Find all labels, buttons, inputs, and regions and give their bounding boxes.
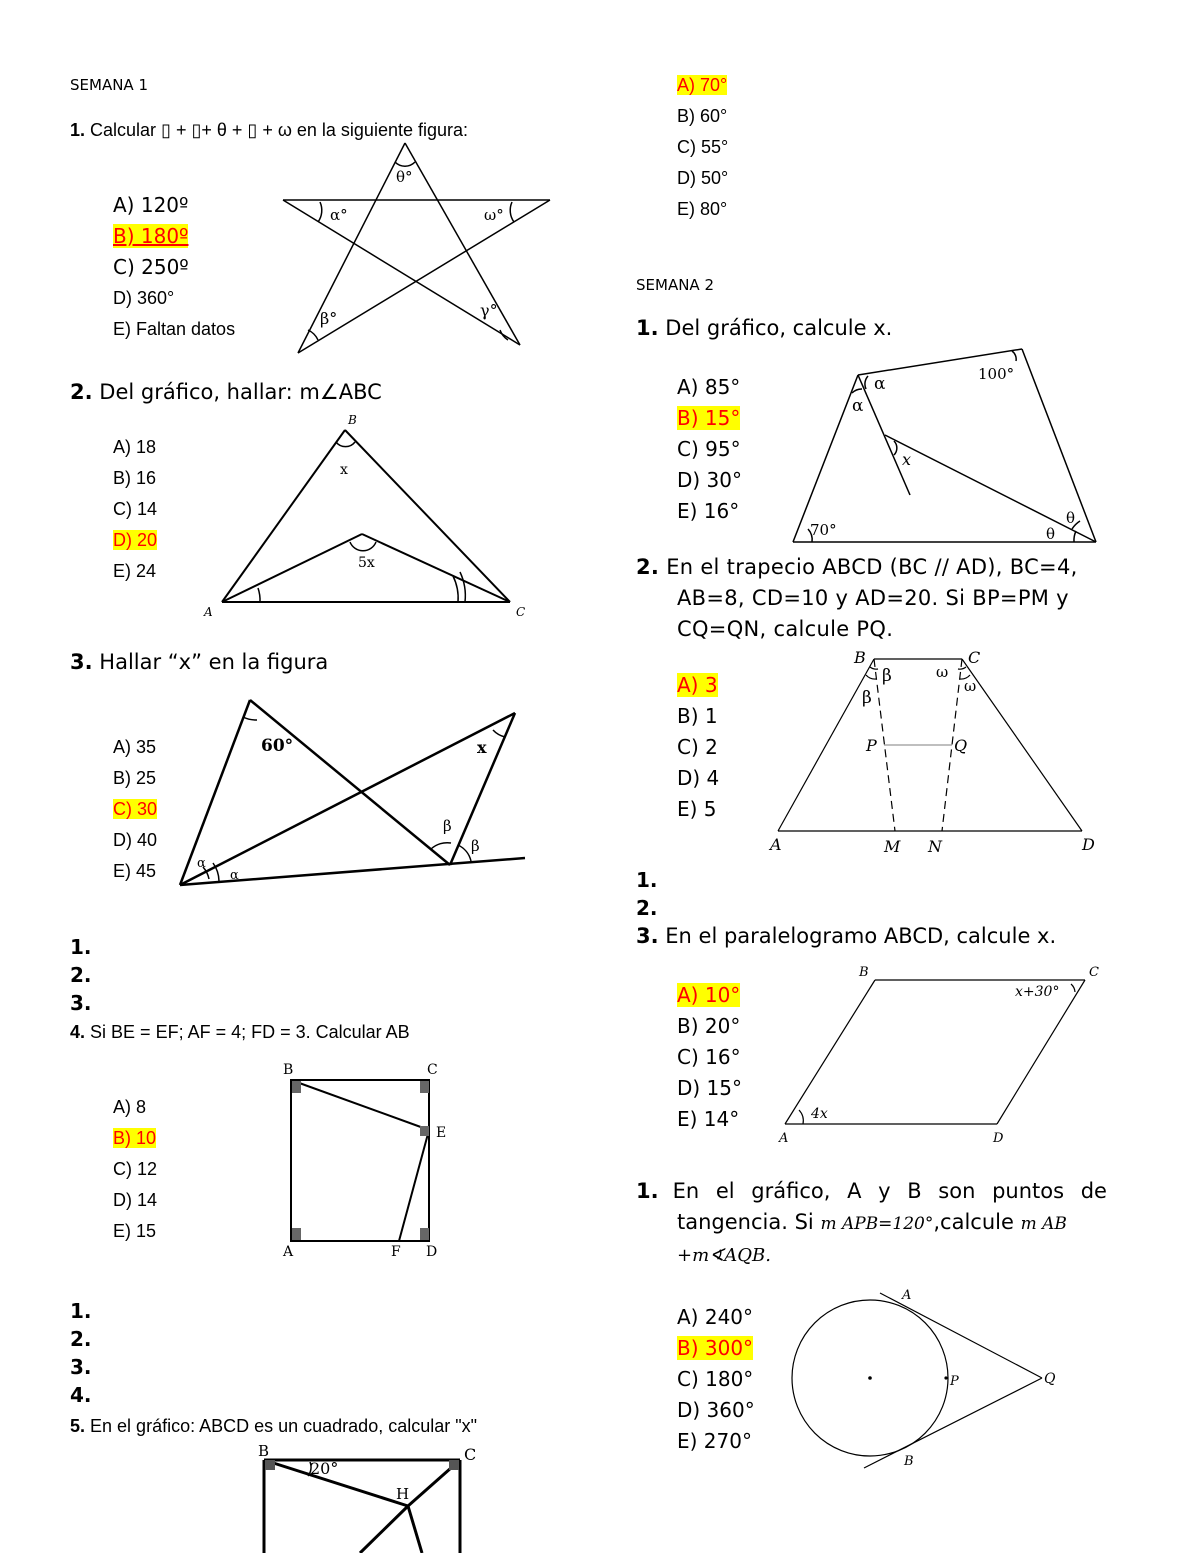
vertex-a-label: A	[204, 605, 213, 619]
vertex-b-label: B	[854, 648, 866, 667]
option-b: B) 20°	[677, 1014, 741, 1038]
angle-arc	[318, 202, 322, 222]
option-b	[677, 1333, 755, 1364]
option-d: D) 4	[677, 766, 720, 790]
s2-problem-1-statement	[636, 316, 892, 340]
circle-tangent-figure	[780, 1285, 1070, 1475]
s2-problem-4-options	[677, 1302, 755, 1457]
problem-text-line: En el trapecio ABCD (BC // AD), BC=4,	[666, 555, 1078, 579]
point-p-label: P	[950, 1374, 959, 1389]
problem-text: Hallar “x” en la figura	[99, 650, 329, 674]
option-a	[677, 70, 728, 101]
option-b: B) 1	[677, 704, 718, 728]
list-number: 1.	[70, 935, 92, 959]
correct-answer-highlight: B) 180º	[113, 224, 189, 248]
omega-label: ω	[964, 677, 977, 695]
problem-number: 3.	[70, 650, 93, 674]
option-e: E) 5	[677, 797, 717, 821]
parallelogram-figure	[775, 962, 1105, 1152]
angle-arc	[510, 202, 514, 222]
theta-label: θ	[1046, 525, 1056, 543]
vertex-b-label: B	[258, 1442, 270, 1460]
alpha-label: α	[230, 868, 239, 883]
option-a: A) 85°	[677, 375, 741, 399]
option-c: C) 16°	[677, 1045, 741, 1069]
star-edge	[405, 143, 520, 345]
vertex-d-label: D	[1082, 835, 1095, 854]
semana-1-heading: SEMANA 1	[70, 76, 148, 94]
option-a: A) 8	[113, 1097, 147, 1117]
option-b: B) 16	[113, 468, 157, 488]
s2-problem-2-options	[677, 670, 719, 825]
problem-text-line: tangencia. Si	[677, 1210, 814, 1234]
x-label: x	[477, 738, 487, 757]
problem-text-line: CQ=QN, calcule PQ.	[677, 617, 894, 641]
list-number: 2.	[70, 963, 92, 987]
option-e: E) 80°	[677, 199, 728, 219]
vertex-c-label: C	[1089, 965, 1099, 980]
problem-3-statement	[70, 650, 328, 674]
empty-numbering	[70, 933, 92, 1017]
vertex-b-label: B	[348, 413, 357, 427]
option-a: A) 240°	[677, 1305, 754, 1329]
theta-label: θ	[1066, 509, 1076, 527]
problem-number: 1.	[636, 1179, 659, 1203]
problem-number: 1.	[70, 120, 86, 140]
5x-label: 5x	[358, 555, 375, 571]
point-h-label: H	[396, 1485, 410, 1503]
problem-text: Del gráfico, calcule x.	[665, 316, 893, 340]
theta-label: θ°	[396, 168, 413, 186]
math-expression: +m∢AQB.	[677, 1245, 771, 1266]
correct-answer-highlight: A) 3	[677, 673, 718, 697]
alpha-label: α	[874, 374, 886, 394]
problem-text-line: AB=8, CD=10 y AD=20. Si BP=PM y	[677, 586, 1069, 610]
problem-4-options	[113, 1092, 157, 1247]
option-e: E) 16°	[677, 499, 740, 523]
option-a	[677, 670, 719, 701]
point-q-label: Q	[954, 736, 968, 755]
vertex-a-label: A	[779, 1131, 789, 1146]
sixty-label: 60°	[261, 736, 294, 756]
option-a: A) 18	[113, 437, 157, 457]
option-a: A) 120º	[113, 193, 189, 217]
option-e: E) 14°	[677, 1107, 740, 1131]
angle-arc	[308, 330, 318, 340]
option-d: D) 15°	[677, 1076, 743, 1100]
problem-number: 2.	[636, 555, 660, 579]
empty-numbering	[636, 866, 658, 922]
option-e: E) 45	[113, 861, 157, 881]
trapezoid-figure	[770, 645, 1110, 860]
problem-1-options	[113, 190, 235, 345]
correct-answer-highlight: B) 300°	[677, 1336, 754, 1360]
problem-4-statement	[70, 1022, 410, 1043]
omega-label: ω°	[484, 206, 504, 224]
option-b	[113, 1123, 157, 1154]
list-number: 1.	[70, 1299, 92, 1323]
option-d: D) 50°	[677, 168, 729, 188]
option-c: C) 250º	[113, 255, 189, 279]
x-plus-30-label: x+30°	[1015, 984, 1060, 1000]
point-f-label: F	[391, 1244, 401, 1260]
option-c: C) 2	[677, 735, 718, 759]
s2-problem-3-options	[677, 980, 742, 1135]
vertex-b-label: B	[283, 1062, 294, 1078]
angle-arc	[395, 162, 415, 166]
correct-answer-highlight: A) 70°	[677, 75, 728, 95]
option-c	[113, 794, 157, 825]
option-e: E) 24	[113, 561, 157, 581]
rectangle-abcd-figure	[275, 1058, 465, 1263]
vertex-d-label: D	[993, 1131, 1004, 1146]
s2-problem-4-statement	[636, 1176, 1132, 1271]
triangle-abc-figure	[200, 412, 540, 622]
twenty-label: 20°	[310, 1459, 339, 1478]
beta-label: β	[882, 666, 892, 686]
gamma-label: γ°	[480, 301, 498, 320]
empty-numbering	[70, 1297, 92, 1409]
option-b: B) 25	[113, 768, 157, 788]
list-number: 3.	[70, 991, 92, 1015]
option-c: C) 14	[113, 499, 158, 519]
problem-number: 4.	[70, 1022, 86, 1042]
option-e: E) 15	[113, 1221, 157, 1241]
correct-answer-highlight: D) 20	[113, 530, 158, 550]
problem-text-line: ,calcule	[933, 1210, 1014, 1234]
problem-2-options	[113, 432, 157, 587]
problem-text: Calcular ▯ + ▯+ θ + ▯ + ω en la siguiente figura:	[90, 120, 469, 140]
vertex-c-label: C	[464, 1445, 477, 1464]
problem-number: 2.	[70, 380, 93, 404]
vertex-b-label: B	[859, 965, 869, 980]
problem-number: 1.	[636, 316, 659, 340]
vertex-c-label: C	[427, 1062, 438, 1078]
option-c: C) 95°	[677, 437, 741, 461]
seventy-label: 70°	[810, 521, 837, 539]
problem-text-line: En el gráfico, A y B son puntos de	[672, 1179, 1107, 1203]
list-number: 4.	[70, 1383, 92, 1407]
correct-answer-highlight: A) 10°	[677, 983, 741, 1007]
math-expression: m AB	[1020, 1214, 1067, 1234]
option-b: B) 60°	[677, 106, 728, 126]
vertex-a-label: A	[283, 1244, 294, 1260]
option-e: E) 270°	[677, 1429, 752, 1453]
option-c: C) 55°	[677, 137, 729, 157]
s2-problem-3-statement	[636, 924, 1056, 948]
option-d: D) 30°	[677, 468, 743, 492]
alpha-label: α°	[330, 206, 348, 224]
point-p-label: P	[866, 736, 877, 755]
hundred-label: 100°	[978, 365, 1015, 383]
vertex-a-label: A	[770, 835, 782, 854]
semana-2-heading: SEMANA 2	[636, 276, 714, 294]
vertex-c-label: C	[968, 648, 981, 667]
option-e: E) Faltan datos	[113, 319, 236, 339]
point-q-label: Q	[1044, 1371, 1056, 1387]
point-n-label: N	[928, 837, 942, 856]
option-b	[113, 221, 235, 252]
correct-answer-highlight: C) 30	[113, 799, 158, 819]
s2-problem-1-options	[677, 372, 742, 527]
list-number: 1.	[636, 868, 658, 892]
omega-label: ω	[936, 663, 949, 681]
beta-label: β	[443, 817, 452, 835]
problem-number: 5.	[70, 1416, 86, 1436]
list-number: 3.	[70, 1355, 92, 1379]
quadrilateral-figure	[790, 345, 1110, 545]
option-c: C) 180°	[677, 1367, 754, 1391]
math-expression: m APB=120°	[820, 1214, 934, 1234]
star-figure	[280, 140, 560, 360]
vertex-d-label: D	[426, 1244, 438, 1260]
option-a: A) 35	[113, 737, 157, 757]
option-d: D) 360°	[677, 1398, 755, 1422]
problem-5-statement	[70, 1416, 477, 1437]
problem-text: En el paralelogramo ABCD, calcule x.	[665, 924, 1057, 948]
problem-text: En el gráfico: ABCD es un cuadrado, calcular "x"	[90, 1416, 478, 1436]
problem-text: Si BE = EF; AF = 4; FD = 3. Calcular AB	[90, 1022, 410, 1042]
point-b-label: B	[904, 1454, 914, 1469]
problem-text: Del gráfico, hallar: m∠ABC	[99, 380, 382, 404]
option-d	[113, 525, 157, 556]
problem-number: 3.	[636, 924, 659, 948]
option-d: D) 40	[113, 830, 158, 850]
previous-problem-options	[677, 70, 728, 225]
beta-label: β	[471, 837, 480, 855]
option-a	[677, 980, 742, 1011]
correct-answer-highlight: B) 15°	[677, 406, 741, 430]
star-edge	[298, 143, 405, 353]
option-c: C) 12	[113, 1159, 158, 1179]
problem-1-statement	[70, 120, 468, 141]
list-number: 2.	[70, 1327, 92, 1351]
correct-answer-highlight: B) 10	[113, 1128, 157, 1148]
x-label: x	[340, 462, 348, 478]
alpha-label: α	[852, 396, 864, 416]
square-abcd-figure	[250, 1440, 490, 1553]
x-label: x	[902, 450, 912, 469]
point-m-label: M	[884, 837, 901, 856]
option-d: D) 14	[113, 1190, 158, 1210]
point-a-label: A	[902, 1288, 912, 1303]
problem-3-options	[113, 732, 157, 887]
option-d: D) 360°	[113, 288, 175, 308]
vertex-c-label: C	[516, 605, 526, 619]
beta-label: β°	[320, 309, 338, 328]
crossing-triangles-figure	[175, 695, 535, 895]
list-number: 2.	[636, 896, 658, 920]
s2-problem-2-statement	[636, 552, 1078, 645]
4x-label: 4x	[811, 1106, 828, 1122]
beta-label: β	[862, 688, 872, 708]
point-e-label: E	[436, 1125, 447, 1141]
alpha-label: α	[197, 856, 206, 871]
problem-2-statement	[70, 380, 382, 404]
option-b	[677, 403, 742, 434]
